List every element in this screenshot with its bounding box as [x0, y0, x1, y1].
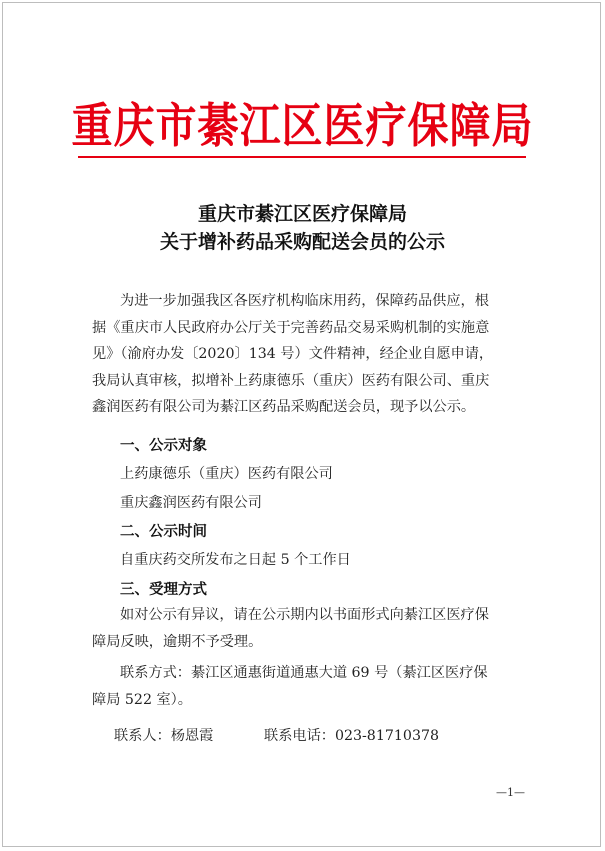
page-number: —1— [496, 786, 525, 799]
section-heading-method: 三、受理方式 [120, 582, 207, 598]
document-title-line-1: 重庆市綦江区医疗保障局 [197, 203, 407, 225]
intro-line: 我局认真审核，拟增补上药康德乐（重庆）医药有限公司、重庆 [92, 372, 490, 389]
objection-line: 障局反映，逾期不予受理。 [92, 633, 263, 650]
target-company-item: 重庆鑫润医药有限公司 [120, 495, 262, 511]
masthead-title: 重庆市綦江区医疗保障局 [71, 98, 534, 154]
objection-paragraph [92, 602, 522, 655]
intro-paragraph [92, 288, 522, 421]
period-text: 自重庆药交所发布之日起 5 个工作日 [120, 552, 351, 568]
intro-line: 为进一步加强我区各医疗机构临床用药，保障药品供应，根 [120, 293, 489, 309]
intro-line: 据《重庆市人民政府办公厅关于完善药品交易采购机制的实施意 [92, 319, 490, 336]
red-divider-line [78, 156, 526, 158]
target-company-item: 上药康德乐（重庆）医药有限公司 [120, 466, 333, 482]
intro-line: 鑫润医药有限公司为綦江区药品采购配送会员，现予以公示。 [92, 399, 476, 416]
section-heading-period: 二、公示时间 [120, 524, 207, 540]
document-title-line-2: 关于增补药品采购配送会员的公示 [159, 231, 445, 253]
objection-line: 如对公示有异议，请在公示期内以书面形式向綦江区医疗保 [120, 607, 489, 623]
intro-line: 见》（渝府办发〔2020〕134 号）文件精神，经企业自愿申请， [92, 346, 494, 363]
contact-phone: 联系电话：023-81710378 [264, 728, 440, 744]
address-line: 障局 522 室）。 [92, 691, 192, 708]
address-paragraph [92, 660, 522, 713]
address-line: 联系方式：綦江区通惠街道通惠大道 69 号（綦江区医疗保 [120, 665, 488, 681]
contact-person: 联系人：杨恩霞 [114, 728, 214, 744]
section-heading-targets: 一、公示对象 [120, 438, 207, 454]
